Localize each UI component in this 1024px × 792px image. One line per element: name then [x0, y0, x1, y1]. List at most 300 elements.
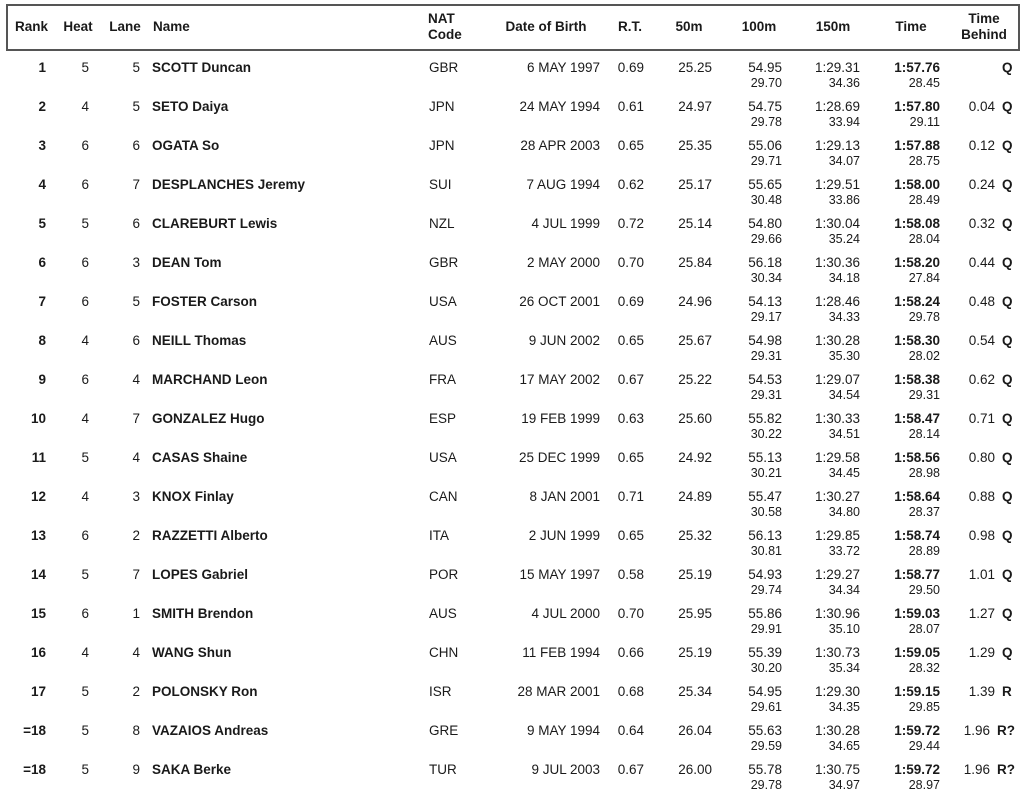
- cell-date-of-birth: 28 MAR 2001: [517, 683, 600, 699]
- status-badge: Q: [1002, 371, 1013, 387]
- cell-segment-100m: 29.70: [750, 76, 782, 91]
- cell-empty: [654, 620, 724, 636]
- cell-split-50m: 25.84: [678, 254, 712, 270]
- cell-reaction-time: 0.71: [617, 488, 644, 504]
- cell-athlete-name: CASAS Shaine: [152, 449, 248, 465]
- cell-heat: 6: [81, 371, 89, 387]
- cell-athlete-name: LOPES Gabriel: [152, 566, 249, 582]
- cell-empty: [424, 542, 486, 558]
- cell-split-100m: 54.80: [748, 215, 782, 231]
- cell-empty: [55, 737, 101, 753]
- cell-segment-150m: 34.45: [828, 466, 860, 481]
- cell-rank: 3: [38, 137, 46, 153]
- cell-split-150m: 1:28.46: [814, 293, 860, 309]
- cell-empty: [7, 347, 55, 363]
- cell-split-50m: 24.89: [678, 488, 712, 504]
- cell-heat: 6: [81, 527, 89, 543]
- cell-empty: [606, 269, 654, 285]
- cell-empty: [424, 503, 486, 519]
- cell-reaction-time: 0.65: [617, 449, 644, 465]
- cell-split-150m: 1:30.28: [814, 722, 860, 738]
- cell-reaction-time: 0.69: [617, 59, 644, 75]
- cell-empty: [101, 542, 149, 558]
- table-row: [7, 675, 1019, 699]
- cell-empty: [654, 113, 724, 129]
- cell-final-time: 1:58.77: [894, 566, 940, 582]
- cell-heat: 6: [81, 137, 89, 153]
- cell-heat: 6: [81, 605, 89, 621]
- cell-rank: 13: [30, 527, 46, 543]
- cell-time-behind: [950, 50, 1019, 75]
- table-row: [7, 753, 1019, 777]
- table-row: [7, 363, 1019, 387]
- cell-split-100m: 54.98: [748, 332, 782, 348]
- cell-reaction-time: 0.67: [617, 761, 644, 777]
- cell-heat: 4: [81, 644, 89, 660]
- cell-empty: [654, 464, 724, 480]
- cell-final-time: 1:58.20: [894, 254, 940, 270]
- cell-segment-150m: 33.86: [828, 193, 860, 208]
- cell-split-150m: 1:28.69: [814, 98, 860, 114]
- cell-empty: [486, 425, 606, 441]
- cell-empty: [101, 74, 149, 90]
- cell-empty: [950, 269, 1019, 285]
- cell-final-time: 1:58.74: [894, 527, 940, 543]
- cell-segment-150m: 34.54: [828, 388, 860, 403]
- cell-nat-code: NZL: [429, 215, 455, 231]
- cell-date-of-birth: 9 JUN 2002: [528, 332, 600, 348]
- cell-rank: 7: [38, 293, 46, 309]
- cell-segment-200m: 28.14: [908, 427, 940, 442]
- cell-empty: [7, 191, 55, 207]
- cell-heat: 4: [81, 332, 89, 348]
- cell-rank: 17: [30, 683, 46, 699]
- cell-empty: [486, 152, 606, 168]
- cell-empty: [424, 269, 486, 285]
- cell-athlete-name: CLAREBURT Lewis: [152, 215, 278, 231]
- cell-segment-200m: 28.04: [908, 232, 940, 247]
- cell-split-100m: 55.78: [748, 761, 782, 777]
- cell-empty: [486, 659, 606, 675]
- cell-split-150m: 1:30.28: [814, 332, 860, 348]
- cell-nat-code: JPN: [429, 137, 455, 153]
- cell-empty: [950, 230, 1019, 246]
- cell-empty: [950, 347, 1019, 363]
- cell-time-behind: [950, 402, 1019, 426]
- cell-reaction-time: 0.69: [617, 293, 644, 309]
- cell-rank: 10: [30, 410, 46, 426]
- cell-reaction-time: 0.58: [617, 566, 644, 582]
- time-behind-value: 0.80: [968, 449, 995, 465]
- cell-lane: 4: [132, 371, 140, 387]
- cell-empty: [486, 464, 606, 480]
- cell-split-150m: 1:30.73: [814, 644, 860, 660]
- cell-segment-100m: 29.66: [750, 232, 782, 247]
- time-behind-value: 0.62: [968, 371, 995, 387]
- cell-segment-100m: 29.71: [750, 154, 782, 169]
- cell-empty: [950, 659, 1019, 675]
- cell-split-100m: 55.82: [748, 410, 782, 426]
- cell-empty: [424, 230, 486, 246]
- cell-empty: [606, 620, 654, 636]
- cell-empty: [55, 620, 101, 636]
- cell-empty: [950, 464, 1019, 480]
- cell-final-time: 1:57.76: [894, 59, 940, 75]
- table-row-splits: [7, 659, 1019, 675]
- cell-empty: [424, 386, 486, 402]
- cell-athlete-name: WANG Shun: [152, 644, 232, 660]
- cell-empty: [7, 659, 55, 675]
- cell-empty: [424, 425, 486, 441]
- cell-empty: [55, 74, 101, 90]
- cell-empty: [149, 152, 424, 168]
- cell-empty: [7, 425, 55, 441]
- cell-empty: [149, 74, 424, 90]
- cell-lane: 5: [132, 98, 140, 114]
- cell-empty: [654, 698, 724, 714]
- table-header: [7, 5, 1019, 50]
- cell-final-time: 1:59.03: [894, 605, 940, 621]
- cell-lane: 6: [132, 332, 140, 348]
- cell-rank: 1: [38, 59, 46, 75]
- cell-rank: 9: [38, 371, 46, 387]
- cell-time-behind: [950, 753, 1019, 777]
- cell-rank: 8: [38, 332, 46, 348]
- cell-reaction-time: 0.65: [617, 332, 644, 348]
- cell-athlete-name: DEAN Tom: [152, 254, 222, 270]
- column-header-150m: 150m: [794, 5, 872, 50]
- cell-athlete-name: VAZAIOS Andreas: [152, 722, 269, 738]
- cell-time-behind: [950, 636, 1019, 660]
- cell-empty: [149, 464, 424, 480]
- cell-empty: [486, 308, 606, 324]
- cell-segment-100m: 29.31: [750, 388, 782, 403]
- status-badge: Q: [1002, 527, 1013, 543]
- status-badge: Q: [1002, 410, 1013, 426]
- cell-athlete-name: OGATA So: [152, 137, 220, 153]
- cell-nat-code: JPN: [429, 98, 455, 114]
- cell-time-behind: [950, 441, 1019, 465]
- cell-segment-150m: 35.10: [828, 622, 860, 637]
- cell-rank: 2: [38, 98, 46, 114]
- cell-split-50m: 24.97: [678, 98, 712, 114]
- cell-split-150m: 1:30.75: [814, 761, 860, 777]
- table-row: [7, 324, 1019, 348]
- cell-empty: [7, 776, 55, 792]
- cell-empty: [950, 386, 1019, 402]
- cell-time-behind: [950, 597, 1019, 621]
- cell-segment-100m: 29.78: [750, 778, 782, 792]
- cell-empty: [424, 737, 486, 753]
- cell-athlete-name: KNOX Finlay: [152, 488, 234, 504]
- cell-athlete-name: GONZALEZ Hugo: [152, 410, 265, 426]
- table-row-splits: [7, 776, 1019, 792]
- cell-empty: [654, 542, 724, 558]
- cell-split-100m: 56.18: [748, 254, 782, 270]
- cell-rank: 5: [38, 215, 46, 231]
- cell-segment-100m: 29.78: [750, 115, 782, 130]
- cell-segment-150m: 33.72: [828, 544, 860, 559]
- cell-split-150m: 1:30.96: [814, 605, 860, 621]
- cell-empty: [606, 659, 654, 675]
- cell-final-time: 1:57.80: [894, 98, 940, 114]
- cell-heat: 5: [81, 59, 89, 75]
- cell-segment-200m: 29.78: [908, 310, 940, 325]
- cell-split-50m: 25.32: [678, 527, 712, 543]
- cell-final-time: 1:57.88: [894, 137, 940, 153]
- cell-segment-100m: 30.34: [750, 271, 782, 286]
- table-row: [7, 50, 1019, 75]
- table-row: [7, 90, 1019, 114]
- cell-split-150m: 1:29.27: [814, 566, 860, 582]
- cell-segment-150m: 34.35: [828, 700, 860, 715]
- cell-reaction-time: 0.64: [617, 722, 644, 738]
- cell-segment-200m: 28.49: [908, 193, 940, 208]
- cell-segment-200m: 29.11: [909, 115, 940, 130]
- cell-athlete-name: RAZZETTI Alberto: [152, 527, 268, 543]
- cell-empty: [101, 308, 149, 324]
- cell-segment-150m: 34.18: [828, 271, 860, 286]
- cell-empty: [55, 113, 101, 129]
- cell-split-150m: 1:29.13: [814, 137, 860, 153]
- cell-empty: [55, 191, 101, 207]
- header-row: [7, 5, 1019, 50]
- cell-segment-100m: 30.58: [750, 505, 782, 520]
- status-badge: R?: [997, 722, 1015, 738]
- column-header-100m: 100m: [724, 5, 794, 50]
- cell-lane: 6: [132, 215, 140, 231]
- cell-segment-200m: 28.45: [908, 76, 940, 91]
- time-behind-value: 1.96: [963, 722, 990, 738]
- cell-empty: [55, 386, 101, 402]
- cell-empty: [654, 425, 724, 441]
- cell-lane: 7: [132, 566, 140, 582]
- cell-split-100m: 54.95: [748, 683, 782, 699]
- cell-lane: 1: [132, 605, 140, 621]
- time-behind-value: 1.96: [963, 761, 990, 777]
- cell-reaction-time: 0.65: [617, 527, 644, 543]
- cell-split-150m: 1:29.07: [814, 371, 860, 387]
- cell-segment-100m: 30.21: [750, 466, 782, 481]
- cell-empty: [7, 74, 55, 90]
- cell-time-behind: [950, 714, 1019, 738]
- cell-nat-code: AUS: [429, 605, 457, 621]
- cell-heat: 6: [81, 293, 89, 309]
- cell-segment-200m: 28.37: [908, 505, 940, 520]
- cell-lane: 4: [132, 644, 140, 660]
- cell-empty: [424, 581, 486, 597]
- cell-heat: 4: [81, 488, 89, 504]
- cell-segment-200m: 28.97: [908, 778, 940, 792]
- table-row-splits: [7, 113, 1019, 129]
- table-row-splits: [7, 191, 1019, 207]
- cell-empty: [606, 776, 654, 792]
- cell-nat-code: CHN: [429, 644, 459, 660]
- cell-empty: [424, 191, 486, 207]
- cell-lane: 2: [132, 683, 140, 699]
- cell-empty: [7, 230, 55, 246]
- cell-rank: 6: [38, 254, 46, 270]
- cell-empty: [101, 386, 149, 402]
- cell-empty: [486, 269, 606, 285]
- cell-empty: [424, 620, 486, 636]
- cell-reaction-time: 0.67: [617, 371, 644, 387]
- cell-empty: [101, 113, 149, 129]
- cell-segment-200m: 28.32: [908, 661, 940, 676]
- cell-heat: 6: [81, 176, 89, 192]
- cell-split-150m: 1:30.33: [814, 410, 860, 426]
- cell-segment-150m: 34.33: [828, 310, 860, 325]
- cell-reaction-time: 0.65: [617, 137, 644, 153]
- cell-empty: [606, 542, 654, 558]
- cell-date-of-birth: 2 JUN 1999: [528, 527, 600, 543]
- swimming-results-table: [6, 4, 1020, 792]
- cell-lane: 5: [132, 293, 140, 309]
- cell-rank: 16: [30, 644, 46, 660]
- column-header-date-of-birth: Date of Birth: [486, 5, 606, 50]
- table-row-splits: [7, 152, 1019, 168]
- cell-reaction-time: 0.70: [617, 605, 644, 621]
- cell-heat: 5: [81, 449, 89, 465]
- cell-athlete-name: POLONSKY Ron: [152, 683, 258, 699]
- cell-segment-100m: 29.61: [750, 700, 782, 715]
- cell-heat: 6: [81, 254, 89, 270]
- cell-empty: [55, 308, 101, 324]
- cell-split-50m: 25.67: [678, 332, 712, 348]
- cell-segment-150m: 33.94: [828, 115, 860, 130]
- cell-time-behind: [950, 324, 1019, 348]
- cell-empty: [101, 230, 149, 246]
- cell-split-50m: 25.14: [678, 215, 712, 231]
- cell-split-150m: 1:29.58: [814, 449, 860, 465]
- cell-lane: 3: [132, 254, 140, 270]
- cell-empty: [950, 425, 1019, 441]
- cell-split-50m: 25.17: [678, 176, 712, 192]
- cell-lane: 2: [132, 527, 140, 543]
- cell-final-time: 1:58.38: [894, 371, 940, 387]
- table-row: [7, 129, 1019, 153]
- cell-empty: [606, 581, 654, 597]
- cell-segment-150m: 34.65: [828, 739, 860, 754]
- cell-segment-150m: 34.07: [828, 154, 860, 169]
- cell-final-time: 1:58.47: [894, 410, 940, 426]
- cell-empty: [55, 542, 101, 558]
- cell-segment-150m: 35.30: [828, 349, 860, 364]
- time-behind-value: 1.39: [968, 683, 995, 699]
- cell-athlete-name: SETO Daiya: [152, 98, 229, 114]
- cell-split-50m: 25.95: [678, 605, 712, 621]
- cell-empty: [424, 308, 486, 324]
- cell-split-150m: 1:29.85: [814, 527, 860, 543]
- status-badge: Q: [1002, 98, 1013, 114]
- cell-split-100m: 54.75: [748, 98, 782, 114]
- cell-empty: [486, 191, 606, 207]
- cell-empty: [101, 191, 149, 207]
- cell-empty: [486, 503, 606, 519]
- table-row-splits: [7, 581, 1019, 597]
- cell-final-time: 1:59.72: [894, 722, 940, 738]
- cell-final-time: 1:58.08: [894, 215, 940, 231]
- cell-empty: [7, 542, 55, 558]
- cell-empty: [486, 74, 606, 90]
- cell-reaction-time: 0.68: [617, 683, 644, 699]
- cell-nat-code: ITA: [429, 527, 449, 543]
- status-badge: Q: [1002, 254, 1013, 270]
- cell-date-of-birth: 9 MAY 1994: [526, 722, 600, 738]
- cell-segment-150m: 34.51: [828, 427, 860, 442]
- table-row: [7, 207, 1019, 231]
- cell-nat-code: AUS: [429, 332, 457, 348]
- cell-empty: [606, 113, 654, 129]
- cell-heat: 5: [81, 566, 89, 582]
- cell-empty: [486, 347, 606, 363]
- cell-time-behind: [950, 90, 1019, 114]
- cell-empty: [101, 737, 149, 753]
- cell-heat: 5: [81, 683, 89, 699]
- cell-empty: [149, 308, 424, 324]
- cell-empty: [606, 152, 654, 168]
- cell-empty: [654, 581, 724, 597]
- cell-empty: [55, 269, 101, 285]
- cell-lane: 7: [132, 176, 140, 192]
- cell-nat-code: FRA: [429, 371, 456, 387]
- table-row: [7, 246, 1019, 270]
- column-header-time-behind: Time Behind: [950, 5, 1019, 50]
- cell-empty: [7, 737, 55, 753]
- cell-empty: [101, 464, 149, 480]
- cell-time-behind: [950, 129, 1019, 153]
- cell-empty: [55, 659, 101, 675]
- cell-split-50m: 24.96: [678, 293, 712, 309]
- cell-empty: [486, 737, 606, 753]
- cell-empty: [606, 308, 654, 324]
- cell-split-100m: 55.86: [748, 605, 782, 621]
- table-row-splits: [7, 308, 1019, 324]
- time-behind-value: 0.32: [968, 215, 995, 231]
- cell-empty: [7, 698, 55, 714]
- time-behind-value: 1.01: [968, 566, 995, 582]
- cell-heat: 4: [81, 410, 89, 426]
- cell-empty: [424, 74, 486, 90]
- cell-final-time: 1:58.56: [894, 449, 940, 465]
- cell-time-behind: [950, 207, 1019, 231]
- cell-split-150m: 1:29.30: [814, 683, 860, 699]
- cell-final-time: 1:58.64: [894, 488, 940, 504]
- cell-empty: [950, 113, 1019, 129]
- cell-athlete-name: SCOTT Duncan: [152, 59, 252, 75]
- time-behind-value: 0.98: [968, 527, 995, 543]
- cell-empty: [486, 698, 606, 714]
- cell-date-of-birth: 7 AUG 1994: [526, 176, 600, 192]
- cell-athlete-name: FOSTER Carson: [152, 293, 258, 309]
- cell-empty: [654, 269, 724, 285]
- cell-date-of-birth: 25 DEC 1999: [518, 449, 600, 465]
- time-behind-value: 1.27: [968, 605, 995, 621]
- cell-split-100m: 55.39: [748, 644, 782, 660]
- cell-split-150m: 1:29.51: [814, 176, 860, 192]
- cell-empty: [654, 386, 724, 402]
- cell-nat-code: ISR: [429, 683, 452, 699]
- cell-date-of-birth: 8 JAN 2001: [529, 488, 600, 504]
- table-row-splits: [7, 464, 1019, 480]
- cell-split-100m: 54.95: [748, 59, 782, 75]
- cell-empty: [486, 386, 606, 402]
- cell-segment-100m: 29.74: [750, 583, 782, 598]
- time-behind-value: 0.48: [968, 293, 995, 309]
- cell-rank: =18: [23, 722, 46, 738]
- cell-empty: [950, 308, 1019, 324]
- cell-empty: [55, 230, 101, 246]
